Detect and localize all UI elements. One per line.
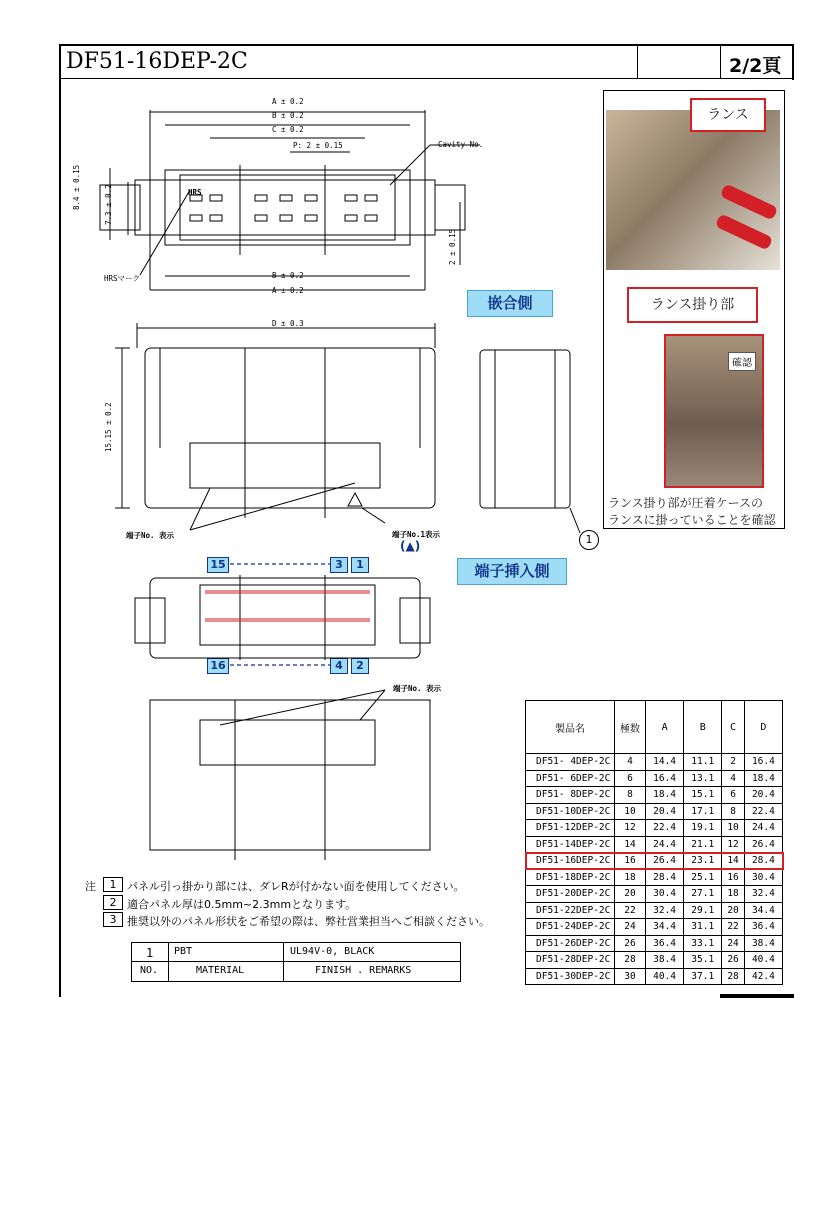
page-number: 2/2頁 — [729, 55, 782, 77]
note-3-num: 3 — [103, 912, 123, 927]
dim-h4: 15.15 ± 0.2 — [104, 402, 113, 452]
cavity-label: Cavity No. — [438, 140, 484, 149]
spec-cell-b: 29.1 — [684, 902, 722, 919]
spec-cell-b: 11.1 — [684, 754, 722, 771]
spec-cell-a: 34.4 — [646, 919, 684, 936]
connector-photo — [606, 110, 780, 270]
spec-cell-name: DF51- 4DEP-2C — [526, 754, 615, 771]
spec-cell-name: DF51- 8DEP-2C — [526, 787, 615, 804]
spec-row — [526, 902, 783, 919]
insertion-view-drawing — [125, 560, 455, 860]
spec-cell-a: 26.4 — [646, 853, 684, 870]
spec-cell-d: 22.4 — [744, 803, 782, 820]
spec-cell-name: DF51-24DEP-2C — [526, 919, 615, 936]
spec-cell-name: DF51-22DEP-2C — [526, 902, 615, 919]
spec-cell-b: 17.1 — [684, 803, 722, 820]
confirm-label: 確認 — [728, 352, 756, 371]
spec-cell-poles: 10 — [615, 803, 646, 820]
material-row-no: 1 — [146, 946, 154, 960]
spec-cell-a: 28.4 — [646, 869, 684, 886]
spec-row — [526, 853, 783, 870]
header-divider-2 — [720, 44, 721, 79]
spec-header-d: D — [744, 701, 782, 754]
spec-cell-a: 22.4 — [646, 820, 684, 837]
front-view-drawing — [100, 318, 600, 538]
spec-cell-d: 42.4 — [744, 968, 782, 985]
spec-cell-c: 8 — [722, 803, 745, 820]
terminal-num-3: 3 — [330, 557, 348, 573]
spec-cell-poles: 18 — [615, 869, 646, 886]
terminal-no-label-1: 端子No. 表示 — [126, 531, 175, 540]
frame-left — [59, 44, 61, 997]
spec-cell-c: 14 — [722, 853, 745, 870]
spec-cell-b: 23.1 — [684, 853, 722, 870]
spec-cell-b: 37.1 — [684, 968, 722, 985]
spec-cell-b: 35.1 — [684, 952, 722, 969]
lance-hook-label: ランス掛り部 — [627, 287, 758, 323]
spec-cell-poles: 26 — [615, 935, 646, 952]
spec-cell-name: DF51-30DEP-2C — [526, 968, 615, 985]
spec-row — [526, 952, 783, 969]
spec-cell-c: 28 — [722, 968, 745, 985]
spec-row — [526, 787, 783, 804]
spec-row — [526, 968, 783, 985]
hrs-mark-label: HRSマーク — [104, 274, 141, 283]
spec-cell-c: 2 — [722, 754, 745, 771]
spec-cell-d: 34.4 — [744, 902, 782, 919]
dim-h1: 8.4 ± 0.15 — [72, 164, 81, 210]
notes-prefix: 注 — [85, 880, 96, 893]
spec-cell-name: DF51-10DEP-2C — [526, 803, 615, 820]
terminal-num-4: 4 — [330, 658, 348, 674]
spec-cell-name: DF51-26DEP-2C — [526, 935, 615, 952]
terminal-no-label-2: 端子No. 表示 — [393, 684, 442, 693]
spec-cell-b: 31.1 — [684, 919, 722, 936]
spec-cell-poles: 12 — [615, 820, 646, 837]
material-header-no: NO. — [140, 965, 159, 976]
spec-cell-d: 26.4 — [744, 836, 782, 853]
spec-cell-a: 20.4 — [646, 803, 684, 820]
spec-cell-poles: 16 — [615, 853, 646, 870]
spec-cell-a: 24.4 — [646, 836, 684, 853]
spec-cell-name: DF51-18DEP-2C — [526, 869, 615, 886]
spec-cell-name: DF51-28DEP-2C — [526, 952, 615, 969]
spec-header-c: C — [722, 701, 745, 754]
spec-cell-d: 16.4 — [744, 754, 782, 771]
dim-a-bottom: A ± 0.2 — [272, 286, 304, 295]
spec-cell-b: 13.1 — [684, 770, 722, 787]
spec-cell-b: 27.1 — [684, 886, 722, 903]
dim-b-top: B ± 0.2 — [272, 111, 304, 120]
spec-row — [526, 820, 783, 837]
spec-cell-c: 10 — [722, 820, 745, 837]
spec-cell-poles: 20 — [615, 886, 646, 903]
spec-cell-poles: 24 — [615, 919, 646, 936]
spec-cell-name: DF51-16DEP-2C — [526, 853, 615, 870]
spec-cell-d: 38.4 — [744, 935, 782, 952]
document-title: DF51-16DEP-2C — [66, 49, 248, 74]
spec-cell-d: 18.4 — [744, 770, 782, 787]
spec-cell-d: 32.4 — [744, 886, 782, 903]
spec-cell-a: 36.4 — [646, 935, 684, 952]
spec-cell-poles: 22 — [615, 902, 646, 919]
spec-cell-b: 19.1 — [684, 820, 722, 837]
dim-pitch: P: 2 ± 0.15 — [293, 141, 343, 150]
spec-cell-c: 4 — [722, 770, 745, 787]
spec-cell-b: 15.1 — [684, 787, 722, 804]
spec-header-poles: 極数 — [615, 701, 646, 754]
spec-row — [526, 836, 783, 853]
spec-row — [526, 803, 783, 820]
spec-cell-d: 30.4 — [744, 869, 782, 886]
spec-cell-poles: 6 — [615, 770, 646, 787]
lance-label: ランス — [690, 98, 766, 132]
frame-top — [59, 44, 794, 46]
dim-d: D ± 0.3 — [272, 319, 304, 328]
material-header-material: MATERIAL — [196, 965, 245, 976]
spec-cell-b: 33.1 — [684, 935, 722, 952]
spec-cell-c: 24 — [722, 935, 745, 952]
spec-cell-d: 40.4 — [744, 952, 782, 969]
terminal-num-2: 2 — [351, 658, 369, 674]
spec-cell-d: 28.4 — [744, 853, 782, 870]
note-2-text: 適合パネル厚は0.5mm~2.3mmとなります。 — [127, 898, 357, 911]
material-table-hrule — [131, 961, 460, 962]
spec-cell-a: 38.4 — [646, 952, 684, 969]
spec-row — [526, 869, 783, 886]
spec-cell-a: 30.4 — [646, 886, 684, 903]
dim-h2: 7.3 ± 0.2 — [104, 184, 113, 225]
material-table-vrule-2 — [283, 942, 284, 981]
spec-cell-a: 40.4 — [646, 968, 684, 985]
spec-cell-name: DF51-12DEP-2C — [526, 820, 615, 837]
spec-row — [526, 935, 783, 952]
photo-caption-2: ランスに掛っていることを確認 — [608, 513, 776, 527]
note-1-text: パネル引っ掛かり部には、ダレRが付かない面を使用してください。 — [127, 880, 465, 893]
header-rule — [59, 78, 794, 79]
material-row-material: PBT — [174, 946, 193, 957]
spec-table — [525, 700, 783, 985]
terminal-num-16: 16 — [207, 658, 229, 674]
spec-cell-c: 6 — [722, 787, 745, 804]
spec-header-b: B — [684, 701, 722, 754]
spec-cell-name: DF51- 6DEP-2C — [526, 770, 615, 787]
frame-bottom-mark — [720, 994, 794, 998]
header-divider-1 — [637, 44, 638, 79]
spec-cell-b: 25.1 — [684, 869, 722, 886]
spec-cell-b: 21.1 — [684, 836, 722, 853]
material-row-finish: UL94V-0, BLACK — [290, 946, 375, 957]
spec-cell-a: 18.4 — [646, 787, 684, 804]
note-1-num: 1 — [103, 877, 123, 892]
spec-cell-poles: 30 — [615, 968, 646, 985]
hrs-logo: HRS — [188, 188, 202, 197]
spec-cell-c: 20 — [722, 902, 745, 919]
terminal-no1-label: 端子No.1表示 — [392, 530, 441, 539]
spec-cell-d: 20.4 — [744, 787, 782, 804]
spec-row — [526, 770, 783, 787]
spec-row — [526, 919, 783, 936]
terminal-num-15: 15 — [207, 557, 229, 573]
spec-cell-c: 26 — [722, 952, 745, 969]
mating-side-label: 嵌合側 — [467, 290, 553, 317]
dim-b-bottom: B ± 0.2 — [272, 271, 304, 280]
dim-h3: 2 ± 0.15 — [448, 228, 457, 265]
dim-a-top: A ± 0.2 — [272, 97, 304, 106]
insertion-side-label: 端子挿入側 — [457, 558, 567, 585]
spec-header-row — [526, 701, 783, 754]
spec-cell-name: DF51-14DEP-2C — [526, 836, 615, 853]
spec-row — [526, 754, 783, 771]
callout-circle-1: 1 — [579, 530, 599, 550]
spec-cell-c: 18 — [722, 886, 745, 903]
spec-row — [526, 886, 783, 903]
spec-cell-name: DF51-20DEP-2C — [526, 886, 615, 903]
dim-c-top: C ± 0.2 — [272, 125, 304, 134]
spec-cell-poles: 4 — [615, 754, 646, 771]
spec-cell-c: 22 — [722, 919, 745, 936]
frame-right — [792, 44, 794, 80]
spec-header-a: A — [646, 701, 684, 754]
spec-header-product: 製品名 — [526, 701, 615, 754]
spec-cell-poles: 28 — [615, 952, 646, 969]
spec-cell-poles: 8 — [615, 787, 646, 804]
spec-cell-a: 16.4 — [646, 770, 684, 787]
spec-cell-d: 36.4 — [744, 919, 782, 936]
spec-cell-c: 16 — [722, 869, 745, 886]
material-table-vrule-1 — [168, 942, 169, 981]
terminal-num-1: 1 — [351, 557, 369, 573]
triangle-mark: (▲) — [400, 539, 421, 553]
spec-cell-poles: 14 — [615, 836, 646, 853]
spec-cell-a: 14.4 — [646, 754, 684, 771]
material-header-finish: FINISH . REMARKS — [315, 965, 412, 976]
spec-cell-c: 12 — [722, 836, 745, 853]
photo-caption-1: ランス掛り部が圧着ケースの — [608, 496, 764, 510]
spec-cell-d: 24.4 — [744, 820, 782, 837]
note-2-num: 2 — [103, 895, 123, 910]
note-3-text: 推奨以外のパネル形状をご希望の際は、弊社営業担当へご相談ください。 — [127, 915, 490, 928]
spec-cell-a: 32.4 — [646, 902, 684, 919]
